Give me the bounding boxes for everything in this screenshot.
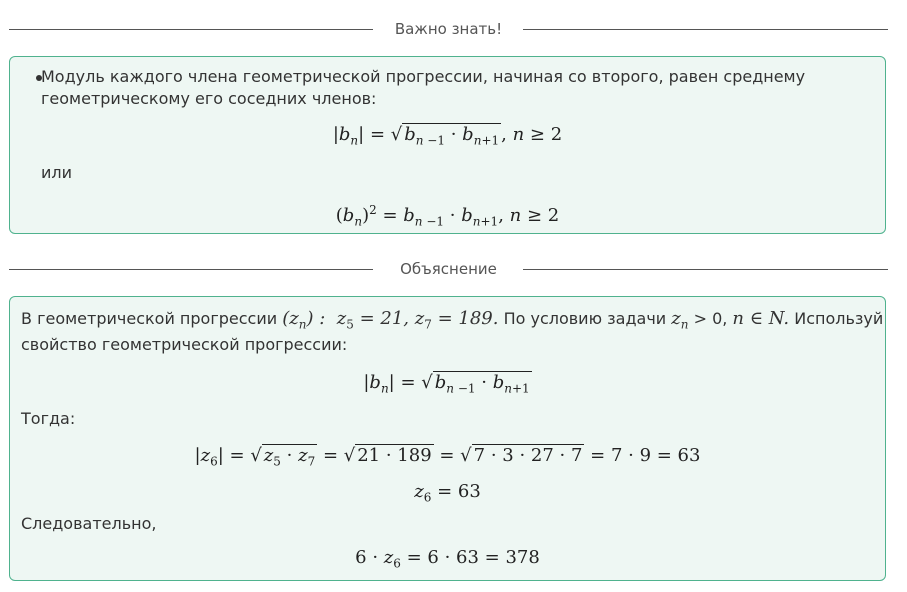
intro-text-b: По условию задачи [503, 309, 667, 328]
formula-z6-computation: $|z_6|$ = √ $z_5 \cdot z_7$ = √ 21 · 189 = √ 7 · 3 · 27 · 7 = 7 · 9 = 63 [194, 445, 701, 469]
formula-property-repeat: $|b_n|$ = √ $b_{n -1} \cdot b_{n+1}$ [363, 372, 530, 396]
important-box [9, 56, 886, 234]
then-label: Тогда: [21, 409, 76, 428]
formula-n-in-N: n ∈ N. [732, 308, 790, 329]
intro-text-c: Используй [794, 309, 884, 328]
intro-text-a: В геометрической прогрессии [21, 309, 278, 328]
explanation-box [9, 296, 886, 581]
formula-modulus-property: $|b_n|$ = √ $b_{n -1} \cdot b_{n+1}$ , n ≥ 2 [332, 124, 563, 148]
formula-z6-result: $z_6 = 63$ [414, 481, 481, 505]
explanation-divider [9, 258, 888, 280]
explanation-intro-line1: В геометрической прогрессии $(z_n)$ : $z_5 = 21$, $z_7 = 189$. По условию задачи $z_n > 0$, n ∈ N. Используй [21, 308, 884, 332]
explanation-intro-line2: свойство геометрической прогрессии: [21, 335, 348, 354]
formula-sequence-given: $(z_n)$ : $z_5 = 21$, $z_7 = 189$. [282, 308, 499, 332]
formula-square-property: $(b_n)^2 = b_{n -1} \cdot b_{n+1}$, n ≥ 2 [335, 203, 560, 229]
explanation-heading: Объяснение [400, 260, 497, 278]
important-heading: Важно знать! [394, 20, 503, 38]
formula-final-answer: $6 \cdot z_6 = 6 \cdot 63 = 378$ [355, 547, 540, 571]
formula-condition: $z_n$ [671, 308, 689, 332]
important-divider [9, 18, 888, 40]
important-text-line2: геометрическому его соседних членов: [41, 89, 377, 108]
therefore-label: Следовательно, [21, 514, 157, 533]
or-label: или [41, 163, 73, 182]
important-text-line1: Модуль каждого члена геометрической прогрессии, начиная со второго, равен среднему [41, 67, 806, 86]
